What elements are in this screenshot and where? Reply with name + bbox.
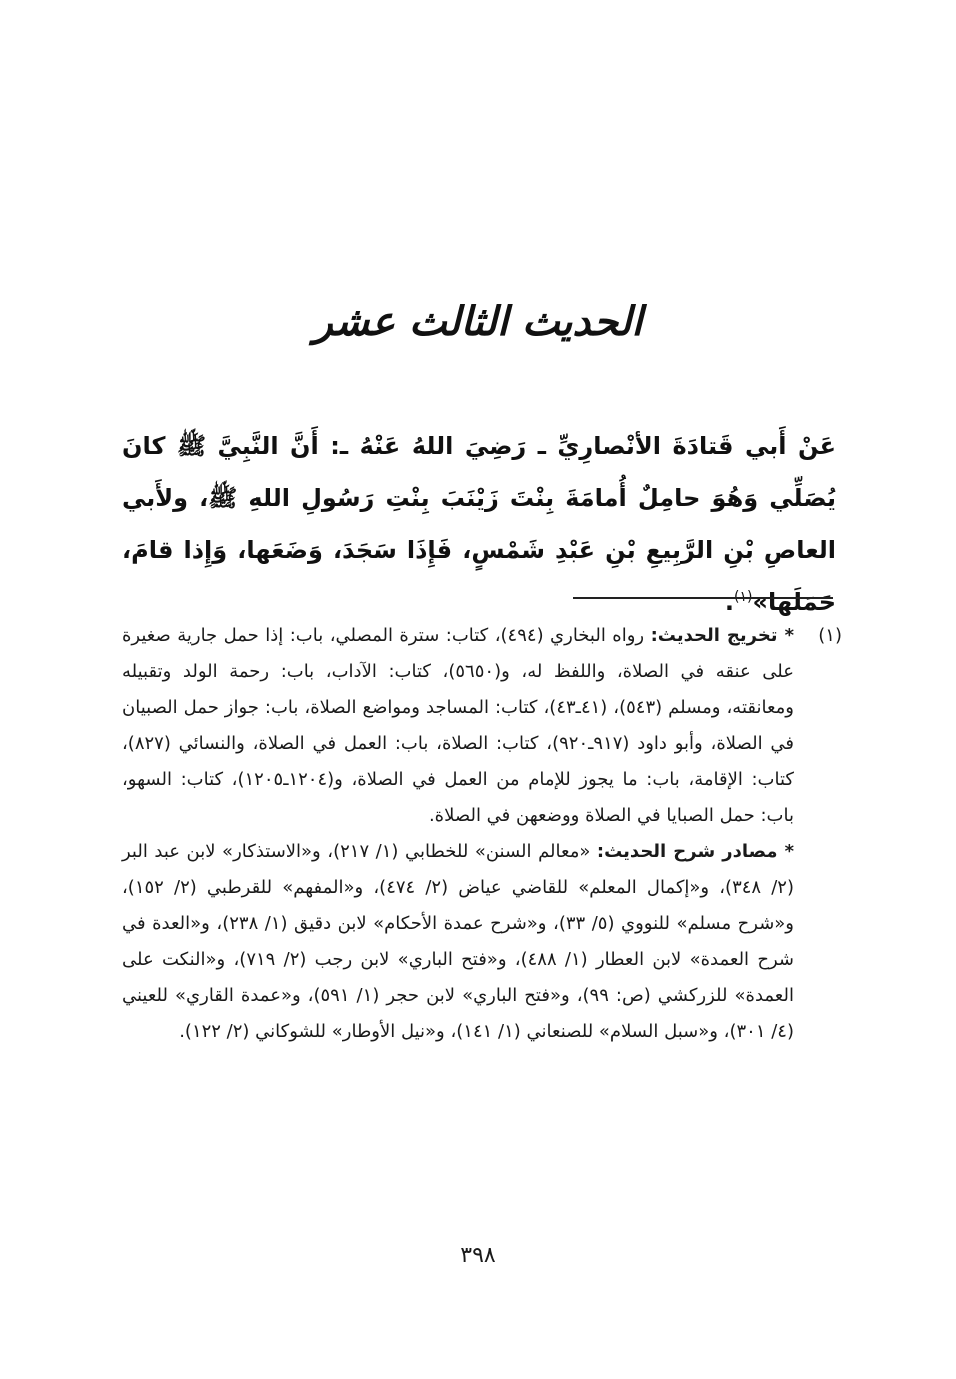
hadith-end-mark: . (724, 588, 734, 616)
takhrij-text: رواه البخاري (٤٩٤)، كتاب: سترة المصلي، باب: إذا حمل جارية صغيرة على عنقه في الصلاة، واللفظ له، و(٥٦٥٠)، كتاب: الآداب، باب: رحمة الولد وتقبيله ومعانقته، ومسلم (٥٤٣)، (٤١ـ٤٣)، كتاب: المساجد ومواضع الصلاة، باب: جواز حمل الصبيان في الصلاة، وأبو داود (٩١٧ـ٩٢٠)، كتاب: الصلاة، باب: العمل في الصلاة، والنسائي (٨٢٧)، كتاب: الإقامة، باب: ما يجوز للإمام من العمل في الصلاة، و(١٢٠٤ـ١٢٠٥)، كتاب: السهو، باب: حمل الصبايا في الصلاة ووضعهن في الصلاة. (122, 625, 795, 826)
footnote-separator (573, 597, 833, 599)
sources-text: «معالم السنن» للخطابي (١/ ٢١٧)، و«الاستذكار» لابن عبد البر (٢/ ٣٤٨)، و«إكمال المعلم» للقاضي عياض (٢/ ٤٧٤)، و«المفهم» للقرطبي (٢/ ١٥٢)، و«شرح مسلم» للنووي (٥/ ٣٣)، و«شرح عمدة الأحكام» لابن دقيق (١/ ٢٣٨)، و«العدة في شرح العمدة» لابن العطار (١/ ٤٨٨)، و«فتح الباري» لابن رجب (٢/ ٧١٩)، و«النكت على العمدة» للزركشي (ص: ٩٩)، و«فتح الباري» لابن حجر (١/ ٥٩١)، و«عمدة القاري» للعيني (٤/ ٣٠١)، و«سبل السلام» للصنعاني (١/ ١٤١)، و«نيل الأوطار» للشوكاني (٢/ ١٢٢). (122, 841, 794, 1042)
footnote-paragraph-takhrij (122, 618, 794, 834)
footnotes (122, 618, 842, 1050)
footnote-reference[interactable]: (١) (733, 589, 753, 605)
footnote-number: (١) (818, 625, 842, 646)
page-number: ٣٩٨ (460, 1243, 496, 1268)
footnote-body (122, 618, 794, 1050)
hadith-title: الحديث الثالث عشر (313, 298, 643, 345)
footnote (122, 618, 842, 1050)
takhrij-heading: * تخريج الحديث: (650, 625, 794, 646)
hadith-body: عَنْ أَبي قَتادَةَ الأنْصارِيِّ ـ رَضِيَ اللهُ عَنْهُ ـ: أَنَّ النَّبِيَّ ﷺ كانَ يُصَلِّي وَهُوَ حامِلٌ أُمامَةَ بِنْتَ زَيْنَبَ بِنْتِ رَسُولِ اللهِ ﷺ، ولأَبي العاصِ بْنِ الرَّبِيعِ بْنِ عَبْدِ شَمْسٍ، فَإِذَا سَجَدَ، وَضَعَها، وَإِذا قامَ، حَمَلَها» (122, 432, 836, 616)
sources-heading: * مصادر شرح الحديث: (596, 841, 794, 862)
footnote-paragraph-sources (122, 834, 794, 1050)
